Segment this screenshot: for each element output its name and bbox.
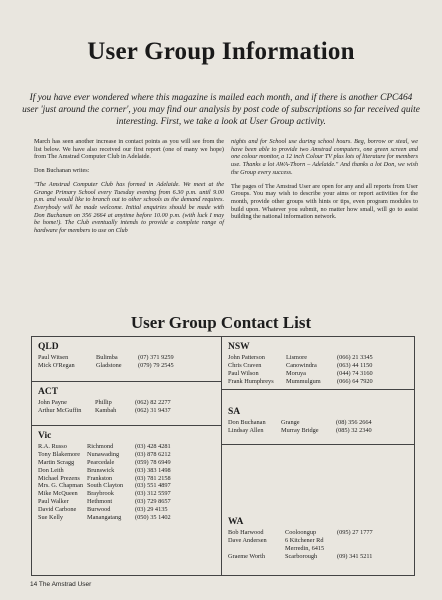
contact-town: Kambah xyxy=(95,406,117,414)
contact-name: John Payne xyxy=(38,399,67,406)
contact-name: John Patterson xyxy=(228,354,265,361)
contact-town: Merredin, 6415 xyxy=(285,544,325,552)
article-paragraph-1: March has seen another increase in contact points as you will see from the list below. We have also received our first report (one of many we hope) from The Amstrad Computer Club in Adelaide. xyxy=(34,138,224,161)
contact-phone: (085) 32 2340 xyxy=(336,426,372,434)
contact-row xyxy=(228,354,397,362)
contact-row xyxy=(228,370,397,378)
page-footer: 14 The Amstrad User xyxy=(30,581,92,588)
region-name: SA xyxy=(228,407,241,417)
contact-phone: (03) 551 4897 xyxy=(135,482,171,490)
region-name: NSW xyxy=(228,342,250,352)
article-paragraph-2: Don Buchanan writes: xyxy=(34,167,90,175)
contact-row xyxy=(228,545,397,553)
contact-phone: (07) 371 9259 xyxy=(138,354,174,361)
contact-row xyxy=(38,354,196,362)
contact-town: Hethmont xyxy=(87,498,113,506)
contact-name: Lindsay Allen xyxy=(228,426,264,434)
contact-name: Paul Witsen xyxy=(38,354,69,361)
contact-name: R.A. Russo xyxy=(38,443,67,450)
contact-town: Nunawading xyxy=(87,450,120,458)
contact-row xyxy=(38,482,195,490)
article-quote-continued: nights and for School use during school hours. Beg, borrow or steal, we have been able to provide two Amstrad computers, one green screen and one colour monitor, a 12 inch Colour TV plus lots of literature for members use. Thanks a lot AWA-Thorn – Adelaide." And thanks a lot Don, we wish the Group every success. xyxy=(231,138,419,176)
contact-town: Brunswick xyxy=(87,466,115,474)
contact-row xyxy=(228,378,397,386)
contact-row xyxy=(38,362,196,370)
contact-town: Pearcedale xyxy=(87,458,115,466)
contact-row xyxy=(38,490,195,498)
contact-name: Bob Harwood xyxy=(228,529,264,536)
region-nsw xyxy=(228,342,397,386)
contact-list-table xyxy=(31,336,415,576)
contact-phone: (079) 79 2545 xyxy=(138,361,174,369)
contact-town: Canowindra xyxy=(286,361,317,369)
contact-phone: (03) 878 6212 xyxy=(135,450,171,458)
contact-town: Lismore xyxy=(286,354,307,361)
contact-town: Scarborough xyxy=(285,552,318,560)
contact-town: Cooloongup xyxy=(285,529,317,536)
contact-town: South Clayton xyxy=(87,482,124,490)
contact-row xyxy=(228,419,396,427)
contact-phone: (03) 29 4135 xyxy=(135,506,168,514)
contact-row xyxy=(38,467,195,475)
page-title: User Group Information xyxy=(87,38,355,65)
contact-town: Frankston xyxy=(87,474,113,482)
contact-row xyxy=(228,537,397,545)
contact-phone: (050) 35 1402 xyxy=(135,514,171,522)
article-right-column xyxy=(231,138,418,227)
contact-phone: (062) 31 9437 xyxy=(135,406,171,414)
contact-row xyxy=(228,553,397,561)
contact-name: Martin Scragg xyxy=(38,458,75,466)
article-quote: "The Amstrad Computer Club has formed in Adelaide. We meet at the Grange Primary School every Tuesday evening from 6.30 p.m. until 9.00 p.m. and would like to branch out to other schools as the demand requires. Everybody will be made welcome. Initial enquiries should be made with Don Buchanan on 356 2664 at anytime before 10.00 p.m. (with luck I may be home!). The Club eventually intends to provide a complete range of hardware for members to use on Club xyxy=(34,180,224,235)
contact-town: Gladstone xyxy=(96,361,122,369)
contact-phone: (044) 74 3160 xyxy=(337,369,373,377)
region-name: ACT xyxy=(38,387,59,397)
contact-name: Sue Kelly xyxy=(38,514,64,522)
contact-row xyxy=(38,475,195,483)
contact-name: Tony Blakemore xyxy=(38,450,81,458)
region-name: WA xyxy=(228,517,244,527)
contact-row xyxy=(228,362,397,370)
contact-name: Mike McQueen xyxy=(38,490,78,498)
contact-name: Dave Andersen xyxy=(228,536,267,544)
contact-town: Burwood xyxy=(87,506,111,514)
contact-row xyxy=(228,529,397,537)
contact-phone: (066) 64 7920 xyxy=(337,377,373,385)
contact-name: Michael Prezens xyxy=(38,474,80,482)
contact-phone: (03) 729 8657 xyxy=(135,498,171,506)
contact-phone xyxy=(337,545,397,553)
contact-row xyxy=(38,498,195,506)
article-left-column xyxy=(34,138,224,241)
contact-name: Frank Humphreys xyxy=(228,377,274,385)
contact-name: David Carbone xyxy=(38,506,77,514)
region-vic xyxy=(38,431,195,522)
region-sa xyxy=(228,407,396,435)
contact-name: Paul Wilson xyxy=(228,369,259,377)
contact-town: Manangatang xyxy=(87,514,122,522)
contact-town: Grange xyxy=(281,419,300,426)
contact-phone: (03) 428 4281 xyxy=(135,443,171,450)
contact-phone xyxy=(337,537,397,545)
contact-phone: (03) 781 2158 xyxy=(135,474,171,482)
contact-phone: (03) 383 1498 xyxy=(135,466,171,474)
contact-town: Moruya xyxy=(286,369,306,377)
contact-name: Chris Craven xyxy=(228,361,262,369)
contact-row xyxy=(228,427,396,435)
contact-name xyxy=(228,545,285,553)
contact-phone: (063) 44 1150 xyxy=(337,361,373,369)
contact-town: Mummulgum xyxy=(286,377,321,385)
contact-list-title: User Group Contact List xyxy=(130,313,312,332)
contact-phone: (062) 82 2277 xyxy=(135,399,171,406)
contact-row xyxy=(38,407,195,415)
contact-phone: (095) 27 1777 xyxy=(337,529,373,536)
contact-town: 6 Kitchener Rd xyxy=(285,536,324,544)
region-qld xyxy=(38,342,196,370)
article-paragraph-3: The pages of The Amstrad User are open for any and all reports from User Groups. You may wish to describe your aims or report activities for the month, provide other groups with hints or tips, even program modules to build upon. Whatever you submit, no matter how small, will go to assist building the national information network. xyxy=(231,182,418,221)
contact-town: Murray Bridge xyxy=(281,426,319,434)
row-divider xyxy=(221,444,414,445)
column-divider xyxy=(221,337,222,575)
contact-town: Braybrook xyxy=(87,490,114,498)
row-divider xyxy=(32,381,221,382)
contact-phone: (03) 312 5597 xyxy=(135,490,171,498)
contact-phone: (09) 341 5211 xyxy=(337,552,373,560)
contact-phone: (066) 21 3345 xyxy=(337,354,373,361)
contact-town: Bulimba xyxy=(96,354,118,361)
contact-name: Mick O'Regan xyxy=(38,361,75,369)
contact-row xyxy=(38,506,195,514)
contact-name: Mrs. G. Chapman xyxy=(38,482,84,490)
contact-row xyxy=(38,514,195,522)
intro-text: If you have ever wondered where this magazine is mailed each month, and if there is another CPC464 user 'just around the corner', you may find our analysis by post code of subscriptions so far received quite interesting. First, we take a look at User Group activity. xyxy=(22,93,420,127)
contact-row xyxy=(38,399,195,407)
contact-phone: (059) 78 6949 xyxy=(135,458,171,466)
region-act xyxy=(38,387,195,415)
contact-name: Arthur McGuffin xyxy=(38,406,82,414)
contact-name: Don Buchanan xyxy=(228,419,266,426)
contact-name: Don Leith xyxy=(38,466,64,474)
region-name: QLD xyxy=(38,342,59,352)
contact-row xyxy=(38,459,195,467)
region-wa xyxy=(228,517,397,561)
contact-name: Paul Walker xyxy=(38,498,69,506)
contact-town: Phillip xyxy=(95,399,112,406)
contact-row xyxy=(38,451,195,459)
row-divider xyxy=(221,389,414,390)
region-name: Vic xyxy=(38,431,52,441)
contact-row xyxy=(38,443,195,451)
contact-phone: (08) 356 2664 xyxy=(336,419,372,426)
contact-name: Graeme Worth xyxy=(228,552,265,560)
contact-town: Richmond xyxy=(87,443,114,450)
row-divider xyxy=(32,425,221,426)
